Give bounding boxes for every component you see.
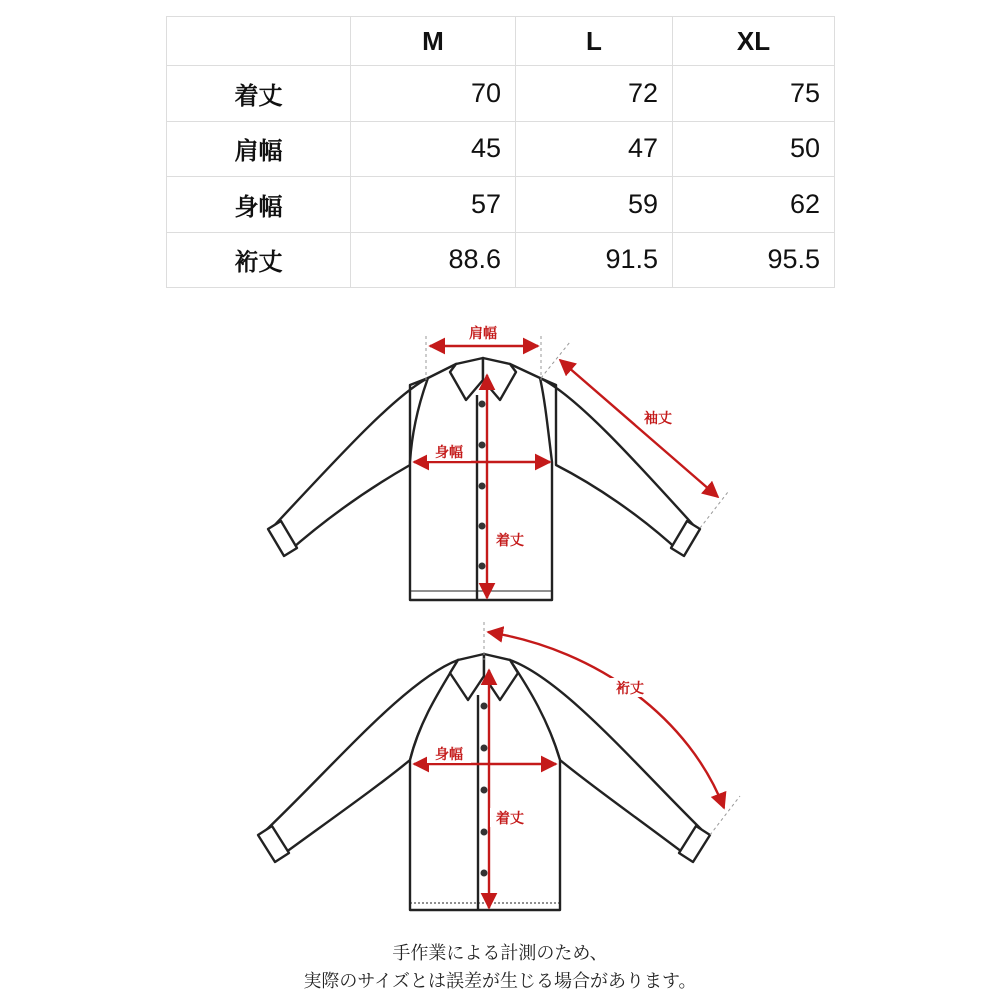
- table-cell: 70: [351, 66, 516, 121]
- disclaimer-note: [0, 940, 1000, 996]
- row-label: 着丈: [167, 66, 351, 121]
- shirt1-guide-line: [700, 492, 728, 528]
- table-cell: 91.5: [516, 232, 673, 287]
- table-cell: 88.6: [351, 232, 516, 287]
- shirt2-guide-line: [710, 796, 740, 835]
- table-cell: 95.5: [673, 232, 835, 287]
- table-cell: 47: [516, 121, 673, 176]
- shirt1-label-chest: 身幅: [435, 445, 463, 461]
- table-cell: 45: [351, 121, 516, 176]
- shirt2-button: [481, 745, 488, 752]
- shirt2-button: [481, 703, 488, 710]
- shirt2-button: [481, 787, 488, 794]
- shirt2-button: [481, 870, 488, 877]
- shirt1-label-sleeve: 袖丈: [644, 411, 672, 427]
- header-size-l: L: [516, 17, 673, 66]
- shirt1-right-sleeve: [540, 378, 696, 553]
- shirt1-button: [479, 483, 486, 490]
- shirt2-label-chest: 身幅: [435, 747, 463, 763]
- table-cell: 50: [673, 121, 835, 176]
- row-label: 身幅: [167, 177, 351, 232]
- shirt1-guide-line: [541, 342, 570, 378]
- shirt2-label-yuki: 裄丈: [616, 681, 644, 697]
- shirt1-left-sleeve: [272, 378, 428, 553]
- header-size-m: M: [351, 17, 516, 66]
- table-cell: 72: [516, 66, 673, 121]
- row-label: 肩幅: [167, 121, 351, 176]
- disclaimer-line-1: 手作業による計測のため、: [392, 943, 608, 964]
- row-label: 裄丈: [167, 232, 351, 287]
- table-cell: 57: [351, 177, 516, 232]
- shirt1-button: [479, 563, 486, 570]
- shirt2-label-length: 着丈: [496, 811, 524, 827]
- shirt1-button: [479, 523, 486, 530]
- header-size-xl: XL: [673, 17, 835, 66]
- table-cell: 59: [516, 177, 673, 232]
- shirt2-button: [481, 829, 488, 836]
- shirt1-label-length: 着丈: [496, 533, 524, 549]
- table-cell: 62: [673, 177, 835, 232]
- shirt1-button: [479, 401, 486, 408]
- table-cell: 75: [673, 66, 835, 121]
- shirt1-button: [479, 442, 486, 449]
- shirt1-label-shoulder: 肩幅: [469, 326, 497, 342]
- disclaimer-line-2: 実際のサイズとは誤差が生じる場合があります。: [303, 971, 697, 992]
